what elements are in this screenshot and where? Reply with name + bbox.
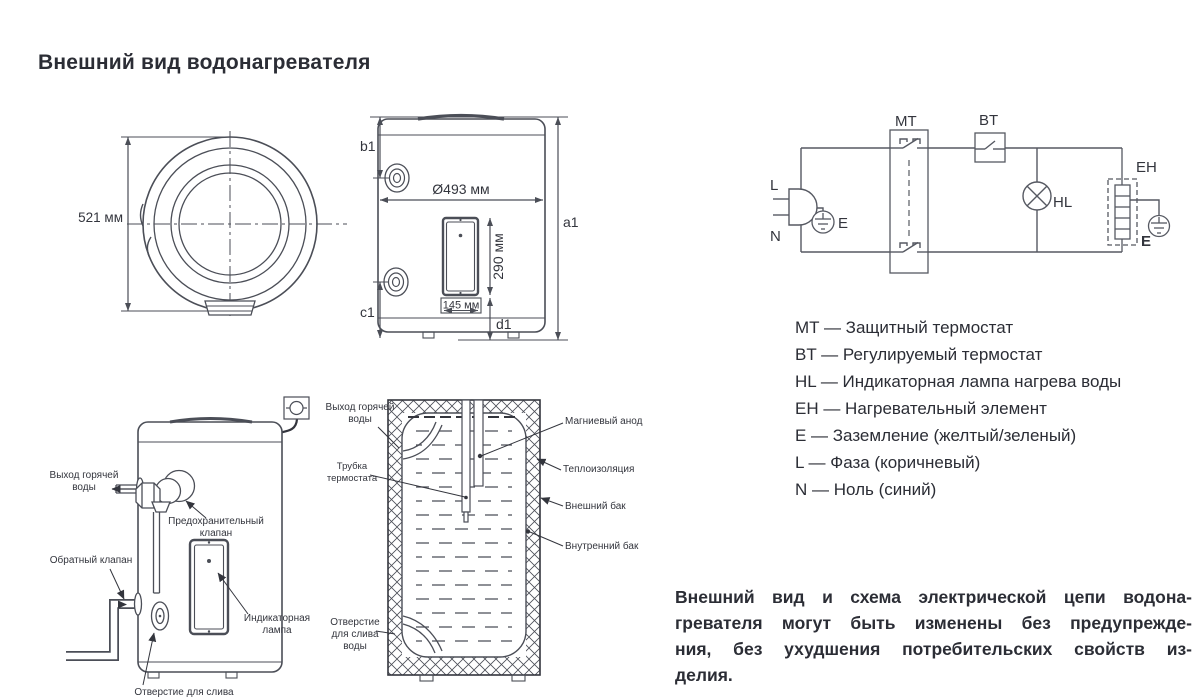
circuit-mt-thermostat <box>890 130 928 273</box>
circuit-plug <box>773 189 817 225</box>
circuit-drawing <box>755 100 1200 295</box>
circuit-label-e-heater: E <box>1141 233 1152 250</box>
drain-fitting <box>152 602 169 630</box>
dim-a1: a1 <box>563 214 579 230</box>
label-check-valve: Обратный клапан <box>49 555 133 566</box>
circuit-label-e-plug: E <box>838 215 849 232</box>
label-magnesium-anode: Магниевый анод <box>565 416 643 427</box>
circuit-figure <box>755 100 1200 295</box>
legend-item-mt: MT — Защитный термостат <box>795 318 1014 337</box>
magnesium-anode-rod <box>474 400 483 486</box>
notice-line: ния, без ухудшения потребительских свойств из- <box>675 639 1192 659</box>
thermostat-tube <box>462 400 470 522</box>
legend-item-l: L — Фаза (коричневый) <box>795 453 981 472</box>
front-view-height-label: 521 мм <box>78 210 123 225</box>
label-drain-hole: Отверстие для слива <box>134 687 234 698</box>
dim-panel-height: 290 мм <box>490 233 506 280</box>
label-indicator-lamp: Индикаторная лампа <box>243 613 311 636</box>
circuit-label-n: N <box>770 228 781 245</box>
legend-item-n: N — Ноль (синий) <box>795 480 937 499</box>
check-valve-and-inlet-pipe <box>66 593 142 656</box>
legend-item-bt: BT — Регулируемый термостат <box>795 345 1043 364</box>
dim-b1: b1 <box>360 138 376 154</box>
circuit-ground-heater <box>1149 216 1170 237</box>
front-view-figure <box>55 125 355 325</box>
label-thermostat-tube: Трубка термостата <box>326 461 378 484</box>
circuit-label-hl: HL <box>1053 194 1073 211</box>
dim-diameter: Ø493 мм <box>432 181 490 197</box>
power-socket-icon <box>284 397 309 419</box>
front-view-drawing <box>55 125 355 325</box>
change-notice-paragraph <box>675 584 1192 688</box>
circuit-label-eh: EH <box>1136 159 1157 176</box>
side-view-figure <box>340 105 585 350</box>
circuit-ground-plug <box>812 211 834 233</box>
side-view-drawing <box>340 105 585 350</box>
legend-item-eh: EH — Нагревательный элемент <box>795 399 1047 418</box>
label-inner-tank: Внутренний бак <box>565 541 639 552</box>
circuit-label-mt: MT <box>895 113 917 130</box>
dim-d1: d1 <box>496 316 512 332</box>
dim-c1: c1 <box>360 304 375 320</box>
circuit-wires <box>801 148 1159 252</box>
dim-panel-width: 145 мм <box>442 299 480 312</box>
label-xs-hot-water-outlet: Выход горячей воды <box>325 402 395 425</box>
legend-item-e: E — Заземление (желтый/зеленый) <box>795 426 1077 445</box>
label-outer-tank: Внешний бак <box>565 501 626 512</box>
notice-line: гревателя могут быть изменены без предупрежде- <box>675 613 1192 633</box>
cutaway-control-panel <box>190 540 228 634</box>
legend-item-hl: HL — Индикаторная лампа нагрева воды <box>795 372 1122 391</box>
page-title: Внешний вид водонагревателя <box>38 51 371 74</box>
label-hot-water-outlet: Выход горячей воды <box>49 470 119 493</box>
front-view-body <box>127 131 347 319</box>
label-safety-valve: Предохранительный клапан <box>168 516 264 539</box>
label-insulation: Теплоизоляция <box>563 464 635 475</box>
circuit-bt-thermostat <box>975 133 1005 162</box>
cross-section-feet <box>420 675 525 681</box>
label-xs-drain-hole: Отверстие для слива воды <box>330 617 380 652</box>
side-view-control-panel <box>443 218 478 295</box>
circuit-hl-lamp <box>1023 182 1051 210</box>
notice-line: Внешний вид и схема электрической цепи водона- <box>675 587 1192 607</box>
circuit-legend <box>795 314 1121 503</box>
circuit-label-bt: BT <box>979 112 999 129</box>
cross-section-figure <box>320 395 665 695</box>
circuit-label-l: L <box>770 177 779 194</box>
notice-line: делия. <box>675 665 733 685</box>
